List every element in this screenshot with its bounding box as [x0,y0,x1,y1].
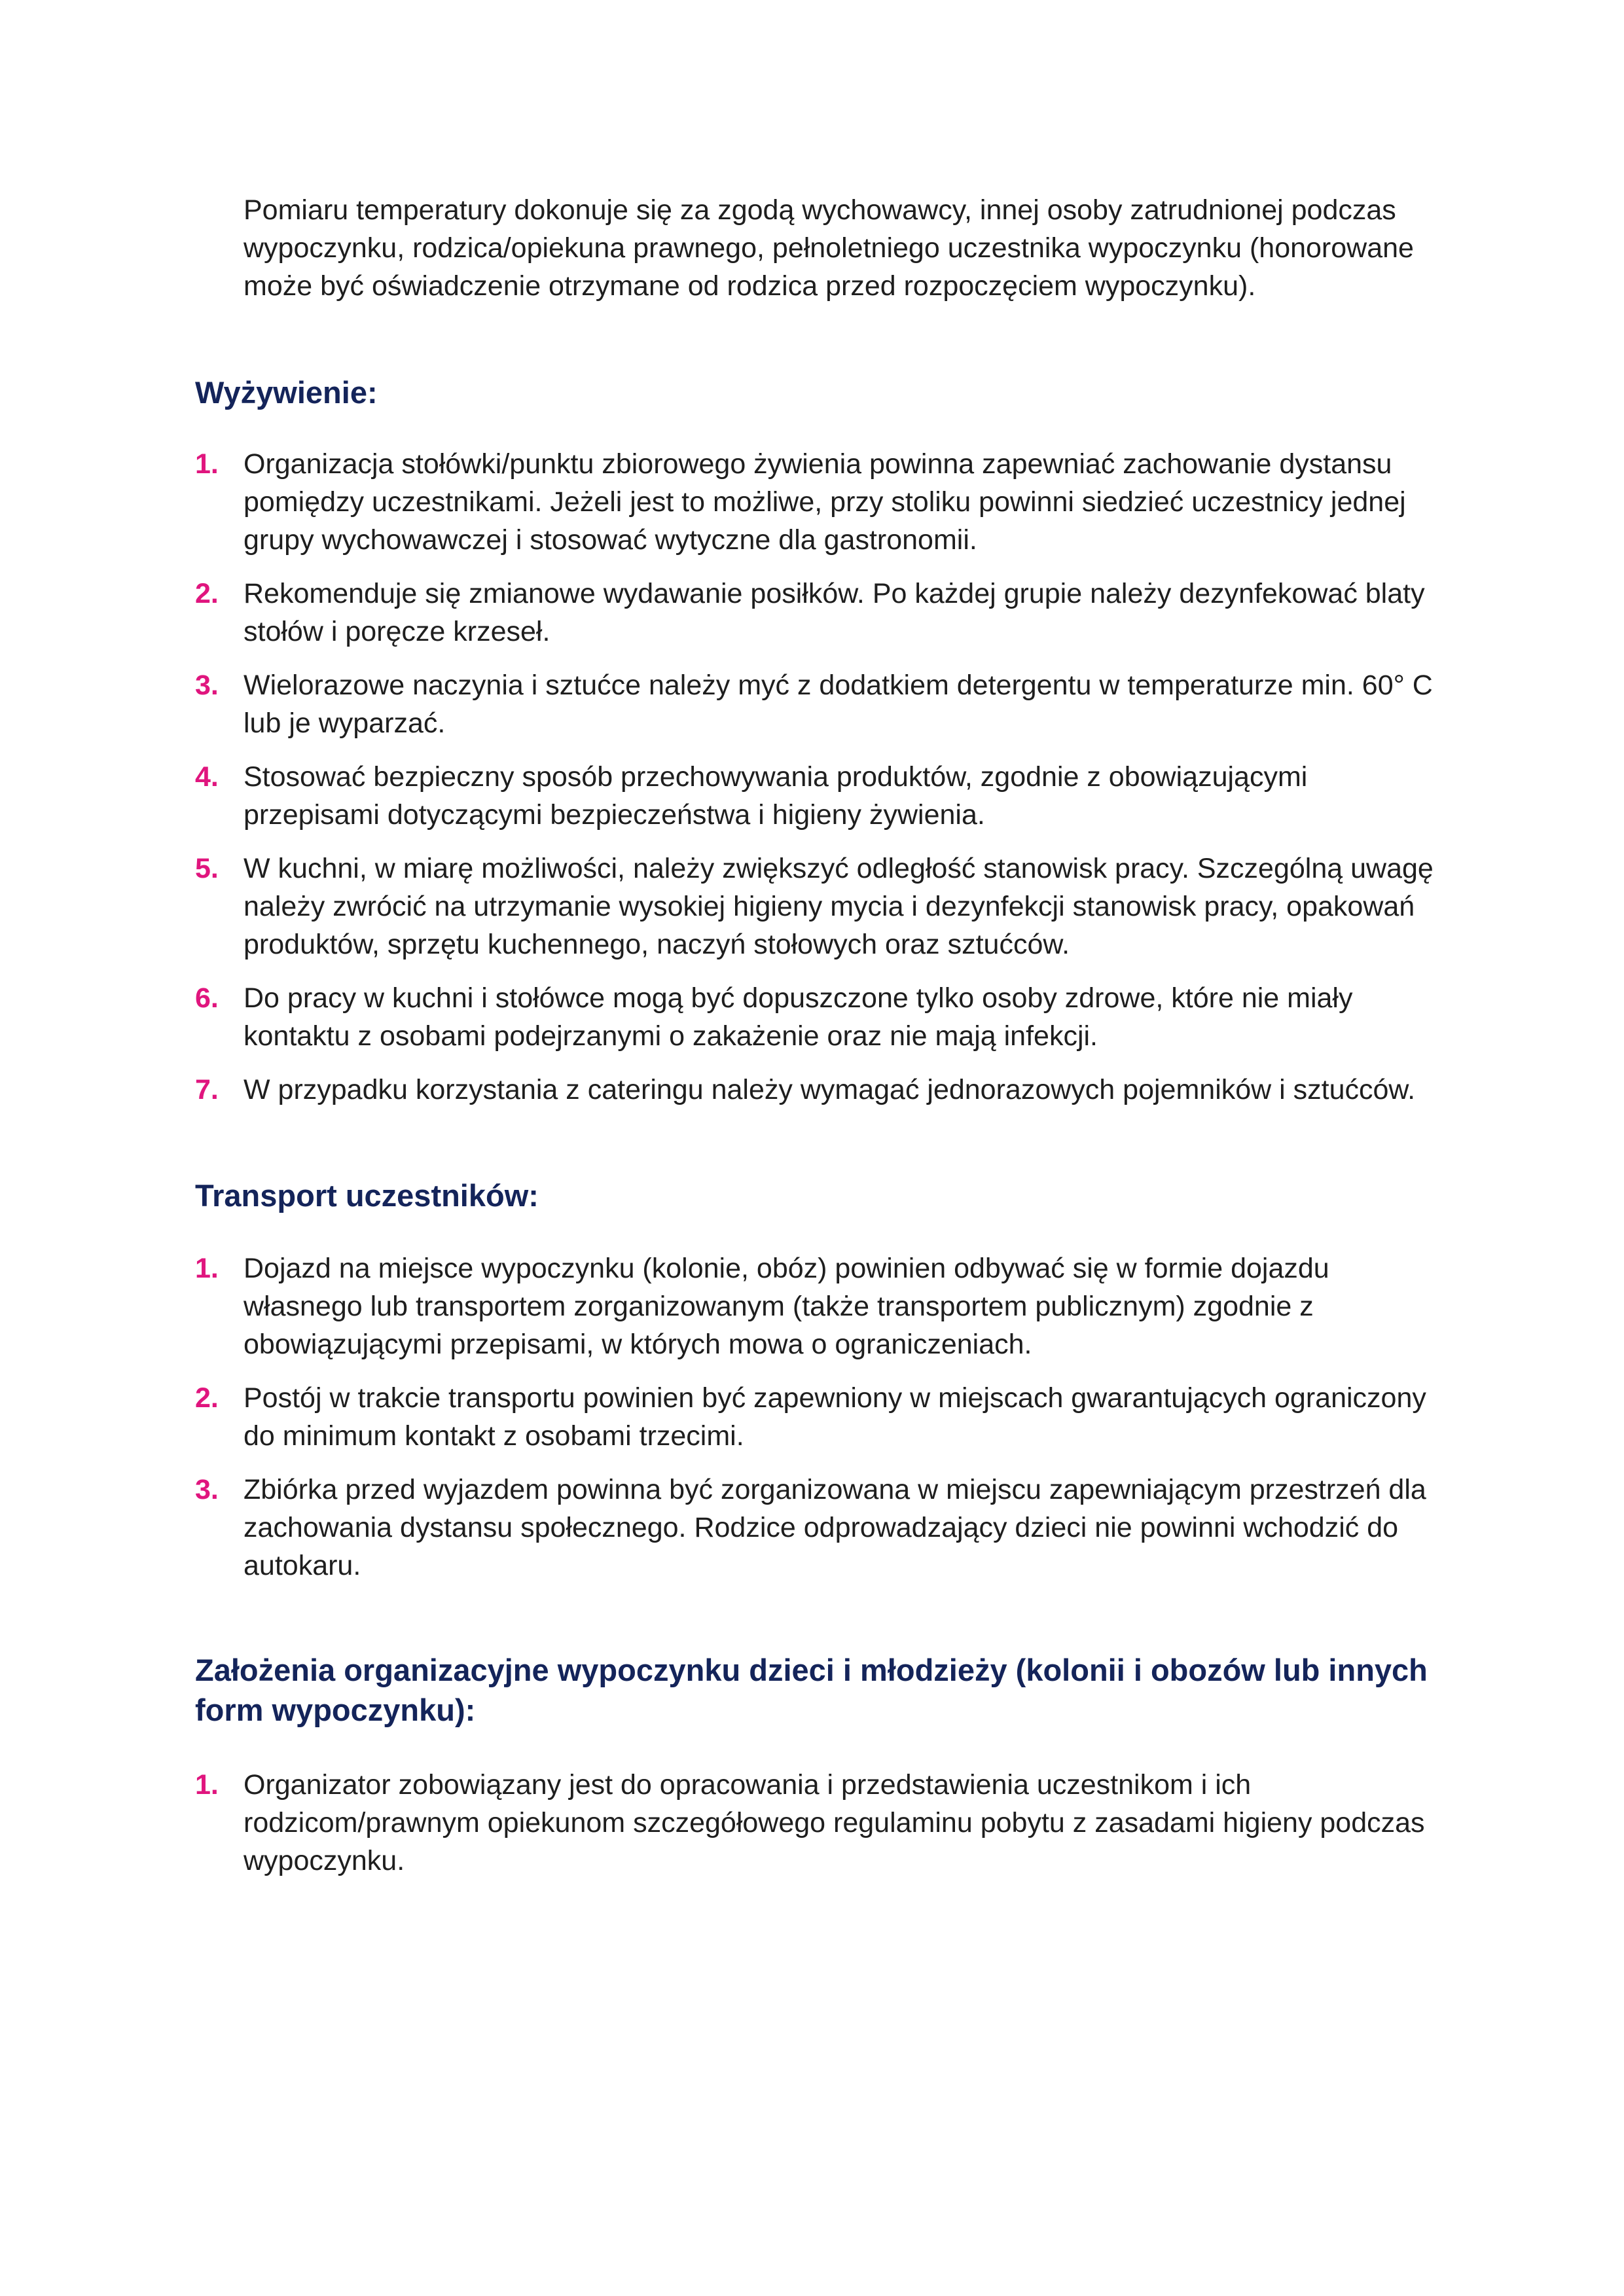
section-title-wyzywienie: Wyżywienie: [195,375,378,410]
list-text: Organizator zobowiązany jest do opracowania i przedstawienia uczestnikom i ich rodzicom/prawnym opiekunom szczegółowego regulaminu pobytu z zasadami higieny podczas wypoczynku. [244,1769,1425,1876]
list-number: 1. [195,448,219,480]
list-number: 1. [195,1769,219,1801]
list-item [195,979,1439,1055]
list-item [195,1379,1439,1455]
list-text: Stosować bezpieczny sposób przechowywania produktów, zgodnie z obowiązującymi przepisami dotyczącymi bezpieczeństwa i higieny żywienia. [244,761,1308,831]
list-number: 3. [195,1474,219,1505]
section-title-zalozenia-organizacyjne: Założenia organizacyjne wypoczynku dzieci i młodzieży (kolonii i obozów lub innych form wypoczynku): [195,1653,1428,1727]
list-item [195,445,1439,559]
list-item [195,666,1439,742]
intro-paragraph: Pomiaru temperatury dokonuje się za zgodą wychowawcy, innej osoby zatrudnionej podczas wypoczynku, rodzica/opiekuna prawnego, pełnoletniego uczestnika wypoczynku (honorowane może być oświadczenie otrzymane od rodzica przed rozpoczęciem wypoczynku). [244,194,1414,302]
section-title-transport: Transport uczestników: [195,1178,539,1213]
list-text: Rekomenduje się zmianowe wydawanie posiłków. Po każdej grupie należy dezynfekować blaty stołów i poręcze krzeseł. [244,578,1425,647]
wyzywienie-list [195,445,1439,1109]
list-number: 2. [195,1382,219,1414]
list-item [195,758,1439,834]
document-content [195,191,1439,1880]
list-text: Dojazd na miejsce wypoczynku (kolonie, obóz) powinien odbywać się w formie dojazdu własnego lub transportem zorganizowanym (także transportem publicznym) zgodnie z obowiązującymi przepisami, w których mowa o ograniczeniach. [244,1253,1329,1360]
list-number: 3. [195,670,219,701]
list-number: 1. [195,1253,219,1284]
transport-list [195,1249,1439,1585]
list-text: W przypadku korzystania z cateringu należy wymagać jednorazowych pojemników i sztućców. [244,1074,1416,1105]
list-text: Do pracy w kuchni i stołówce mogą być dopuszczone tylko osoby zdrowe, które nie miały kontaktu z osobami podejrzanymi o zakażenie oraz nie mają infekcji. [244,982,1353,1052]
list-number: 7. [195,1074,219,1105]
list-item [195,1766,1439,1880]
list-text: Wielorazowe naczynia i sztućce należy myć z dodatkiem detergentu w temperaturze min. 60° C lub je wyparzać. [244,670,1433,739]
list-number: 5. [195,853,219,884]
list-number: 6. [195,982,219,1014]
list-text: Organizacja stołówki/punktu zbiorowego żywienia powinna zapewniać zachowanie dystansu pomiędzy uczestnikami. Jeżeli jest to możliwe, przy stoliku powinni siedzieć uczestnicy jednej grupy wychowawczej i stosować wytyczne dla gastronomii. [244,448,1406,556]
list-item [195,1071,1439,1109]
list-text: W kuchni, w miarę możliwości, należy zwiększyć odległość stanowisk pracy. Szczególną uwagę należy zwrócić na utrzymanie wysokiej higieny mycia i dezynfekcji stanowisk pracy, opakowań produktów, sprzętu kuchennego, naczyń stołowych oraz sztućców. [244,853,1434,960]
list-number: 4. [195,761,219,793]
list-item [195,1471,1439,1585]
list-number: 2. [195,578,219,609]
zalozenia-list [195,1766,1439,1880]
list-item [195,575,1439,651]
list-item [195,1249,1439,1363]
list-text: Zbiórka przed wyjazdem powinna być zorganizowana w miejscu zapewniającym przestrzeń dla zachowania dystansu społecznego. Rodzice odprowadzający dzieci nie powinni wchodzić do autokaru. [244,1474,1426,1581]
list-item [195,850,1439,963]
list-text: Postój w trakcie transportu powinien być zapewniony w miejscach gwarantujących ograniczony do minimum kontakt z osobami trzecimi. [244,1382,1426,1452]
